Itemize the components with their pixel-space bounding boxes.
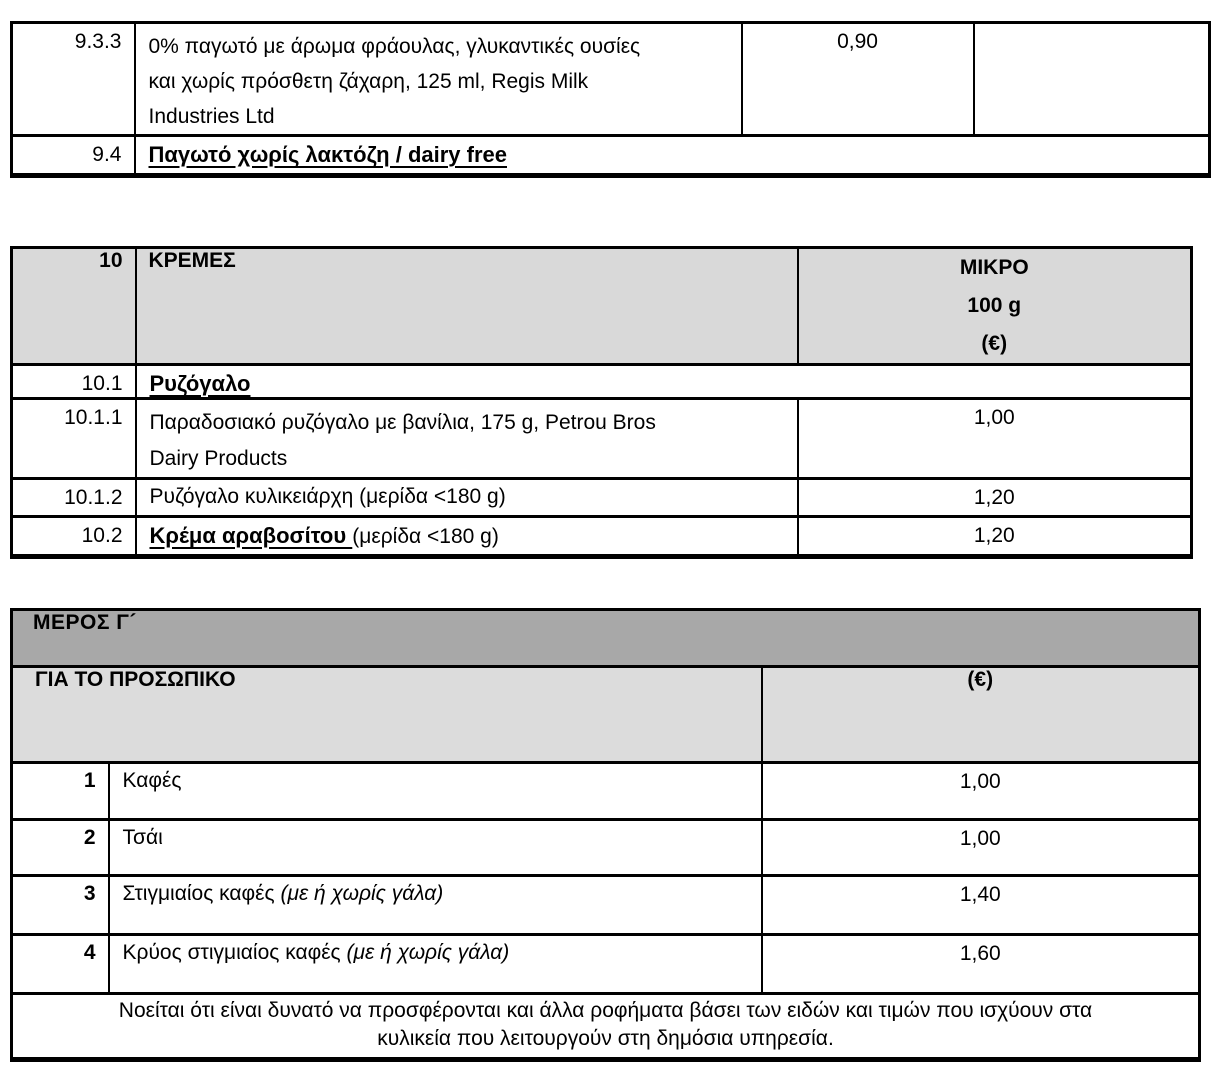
description-line: Παραδοσιακό ρυζόγαλο με βανίλια, 175 g, Petrou Bros (149, 411, 656, 434)
ice-cream-table (10, 21, 1211, 178)
price-cell: 0,90 (742, 23, 974, 136)
price-cell: 1,00 (762, 820, 1200, 876)
description-line: Industries Ltd (148, 105, 275, 128)
item-number-cell: 4 (12, 935, 109, 994)
table-header-row (12, 248, 1192, 365)
price-cell: 1,00 (798, 399, 1192, 479)
price-cell: 1,20 (798, 479, 1192, 517)
part-title-cell: ΜΕΡΟΣ Γ´ (12, 610, 1200, 667)
category-title-cell (135, 136, 1210, 176)
table-row (12, 365, 1192, 399)
size-header-line: 100 g (967, 294, 1022, 317)
table-row (12, 23, 1210, 136)
item-description-cell (109, 820, 762, 876)
section-title-cell: ΚΡΕΜΕΣ (136, 248, 798, 365)
table-header-row (12, 667, 1200, 763)
item-number-cell: 3 (12, 876, 109, 935)
creams-table (10, 246, 1193, 559)
currency-header-cell: (€) (762, 667, 1200, 763)
table-row (12, 479, 1192, 517)
table-row (12, 935, 1200, 994)
item-description-cell (109, 876, 762, 935)
price-cell: 1,40 (762, 876, 1200, 935)
empty-cell (974, 23, 1210, 136)
subheader-label-cell: ΓΙΑ ΤΟ ΠΡΟΣΩΠΙΚΟ (12, 667, 762, 763)
category-title: Παγωτό χωρίς λακτόζη / dairy free (148, 142, 507, 167)
item-name: Στιγμιαίος καφές (122, 882, 281, 905)
item-description-cell (109, 763, 762, 820)
description-line: Dairy Products (149, 447, 288, 470)
size-header-line: ΜΙΚΡΟ (959, 256, 1029, 279)
item-description-cell (109, 935, 762, 994)
table-row (12, 136, 1210, 176)
note-line: κυλικεία που λειτουργούν στη δημόσια υπηρεσία. (377, 1027, 834, 1050)
description-line: και χωρίς πρόσθετη ζάχαρη, 125 ml, Regis Milk (148, 70, 589, 93)
category-title: Ρυζόγαλο (149, 371, 251, 396)
size-header-line: (€) (981, 332, 1008, 355)
item-name-italic: (με ή χωρίς γάλα) (280, 882, 444, 905)
table-row (12, 399, 1192, 479)
price-cell: 1,00 (762, 763, 1200, 820)
staff-table (10, 608, 1201, 1062)
item-description: (μερίδα <180 g) (352, 525, 499, 548)
table-row (12, 517, 1192, 557)
section-number-cell: 10 (12, 248, 136, 365)
description-line: 0% παγωτό με άρωμα φράουλας, γλυκαντικές ουσίες (148, 35, 641, 58)
table-row (12, 763, 1200, 820)
table-row (12, 820, 1200, 876)
item-description-cell (136, 517, 798, 557)
item-number-cell: 2 (12, 820, 109, 876)
item-number-cell: 9.3.3 (12, 23, 135, 136)
note-line: Νοείται ότι είναι δυνατό να προσφέρονται και άλλα ροφήματα βάσει των ειδών και τιμών που ισχύουν στα (118, 999, 1093, 1022)
price-cell: 1,20 (798, 517, 1192, 557)
item-name-italic: (με ή χωρίς γάλα) (346, 941, 510, 964)
item-number-cell: 10.2 (12, 517, 136, 557)
item-name: Τσάι (122, 826, 163, 849)
note-cell (12, 994, 1200, 1060)
item-number-cell: 1 (12, 763, 109, 820)
table-row (12, 876, 1200, 935)
item-number-cell: 10.1.1 (12, 399, 136, 479)
note-row (12, 994, 1200, 1060)
price-cell: 1,60 (762, 935, 1200, 994)
item-description-cell (136, 399, 798, 479)
category-title: Κρέμα αραβοσίτου (149, 523, 353, 548)
item-name: Κρύος στιγμιαίος καφές (122, 941, 347, 964)
item-description-cell (135, 23, 742, 136)
item-number-cell: 10.1 (12, 365, 136, 399)
category-title-cell (136, 365, 1192, 399)
size-header-cell (798, 248, 1192, 365)
item-name: Καφές (122, 769, 182, 792)
part-header-row (12, 610, 1200, 667)
item-number-cell: 10.1.2 (12, 479, 136, 517)
item-number-cell: 9.4 (12, 136, 135, 176)
item-description-cell: Ρυζόγαλο κυλικειάρχη (μερίδα <180 g) (136, 479, 798, 517)
